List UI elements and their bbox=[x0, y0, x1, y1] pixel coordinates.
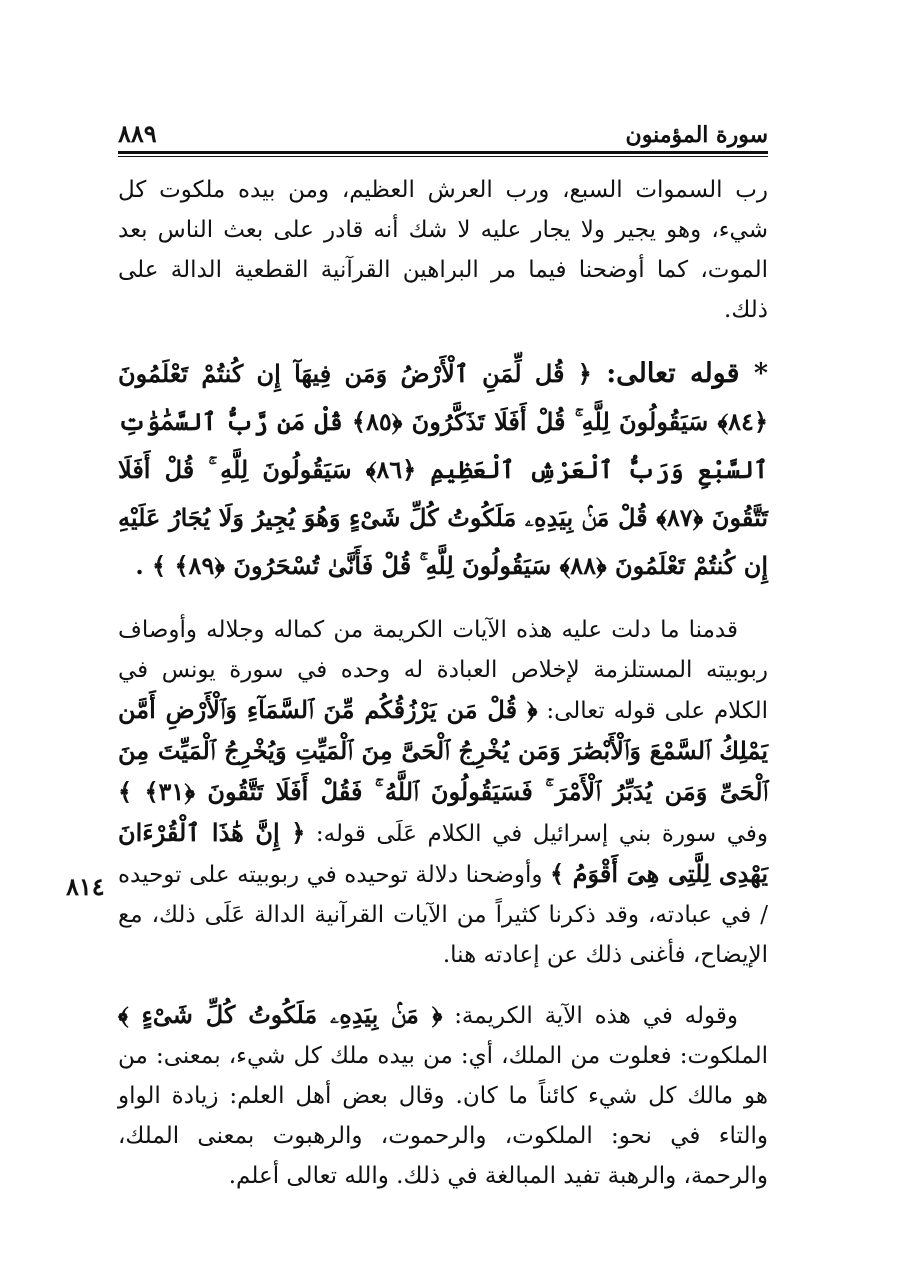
surah-title: سورة المؤمنون bbox=[625, 122, 768, 148]
side-page-number: ٨١٤ bbox=[66, 872, 105, 901]
paragraph-2-text-a: قدمنا ما دلت عليه هذه الآيات الكريمة من كماله وجلاله وأوصاف ربوبيته المستلزمة لإخلاص العبادة له وحده في سورة يونس في الكلام على قوله تعالى: bbox=[118, 617, 769, 724]
verse-text: ﴿ قُل لِّمَنِ ٱلْأَرْضُ وَمَن فِيهَآ إِن كُنتُمْ تَعْلَمُونَ ﴿٨٤﴾ سَيَقُولُونَ لِلَّهِ ۚ قُلْ أَفَلَا تَذَكَّرُونَ ﴿٨٥﴾ قُلْ مَن رَّبُّ ٱلسَّمَٰوَٰتِ ٱلسَّبْعِ وَرَبُّ ٱلْعَرْشِ ٱلْعَظِيمِ ﴿٨٦﴾ سَيَقُولُونَ لِلَّهِ ۚ قُلْ أَفَلَا تَتَّقُونَ ﴿٨٧﴾ قُلْ مَنۢ بِيَدِهِۦ مَلَكُوتُ كُلِّ شَىْءٍ وَهُوَ يُجِيرُ وَلَا يُجَارُ عَلَيْهِ إِن كُنتُمْ تَعْلَمُونَ ﴿٨٨﴾ سَيَقُولُونَ لِلَّهِ ۚ قُلْ فَأَنَّىٰ تُسْحَرُونَ ﴿٨٩﴾ ﴾ . bbox=[118, 359, 769, 580]
verse-intro: قوله تعالى: bbox=[606, 358, 740, 389]
page-header bbox=[118, 112, 768, 148]
quote-isra: ﴿ إِنَّ هَٰذَا ٱلْقُرْءَانَ يَهْدِى لِلَّتِى هِىَ أَقْوَمُ ﴾ bbox=[118, 818, 769, 888]
verse-block bbox=[118, 350, 768, 590]
paragraph-2-text-c: وأوضحنا دلالة توحيده في ربوبيته على توحيده / في عبادته، وقد ذكرنا كثيراً من الآيات القرآنية الدالة عَلَى ذلك، مع الإيضاح، فأغنى ذلك عن إعادته هنا. bbox=[118, 862, 768, 968]
paragraph-3 bbox=[118, 995, 768, 1196]
paragraph-1: رب السموات السبع، ورب العرش العظيم، ومن بيده ملكوت كل شيء، وهو يجير ولا يجار عليه لا شك أنه قادر على بعث الناس بعد الموت، كما أوضحنا فيما مر البراهين القرآنية القطعية الدالة على ذلك. bbox=[118, 177, 768, 323]
paragraph-3-text-a: وقوله في هذه الآية الكريمة: bbox=[454, 1003, 739, 1029]
page-number: ٨٨٩ bbox=[118, 119, 157, 148]
page-body bbox=[118, 170, 768, 1216]
verse-marker: * bbox=[753, 358, 768, 389]
paragraph-2-text-b: وفي سورة بني إسرائيل في الكلام عَلَى قوله: bbox=[315, 821, 768, 847]
quote-malakut: ﴿ مَنۢ بِيَدِهِۦ مَلَكُوتُ كُلِّ شَىْءٍ ﴾ bbox=[118, 1000, 443, 1029]
paragraph-3-text-b: الملكوت: فعلوت من الملك، أي: من بيده ملك كل شيء، بمعنى: من هو مالك كل شيء كائناً ما كان. وقال بعض أهل العلم: زيادة الواو والتاء في نحو: الملكوت، والرحموت، والرهبوت بمعنى الملك، والرحمة، والرهبة تفيد المبالغة في ذلك. والله تعالى أعلم. bbox=[118, 1043, 768, 1189]
quote-yunus: ﴿ قُلْ مَن يَرْزُقُكُم مِّنَ ٱلسَّمَآءِ وَٱلْأَرْضِ أَمَّن يَمْلِكُ ٱلسَّمْعَ وَٱلْأَبْصَٰرَ وَمَن يُخْرِجُ ٱلْحَىَّ مِنَ ٱلْمَيِّتِ وَيُخْرِجُ ٱلْمَيِّتَ مِنَ ٱلْحَىِّ وَمَن يُدَبِّرُ ٱلْأَمْرَ ۚ فَسَيَقُولُونَ ٱللَّهُ ۚ فَقُلْ أَفَلَا تَتَّقُونَ ﴿٣١﴾ ﴾ bbox=[118, 695, 769, 806]
header-rule bbox=[118, 151, 768, 157]
paragraph-2 bbox=[118, 610, 768, 975]
